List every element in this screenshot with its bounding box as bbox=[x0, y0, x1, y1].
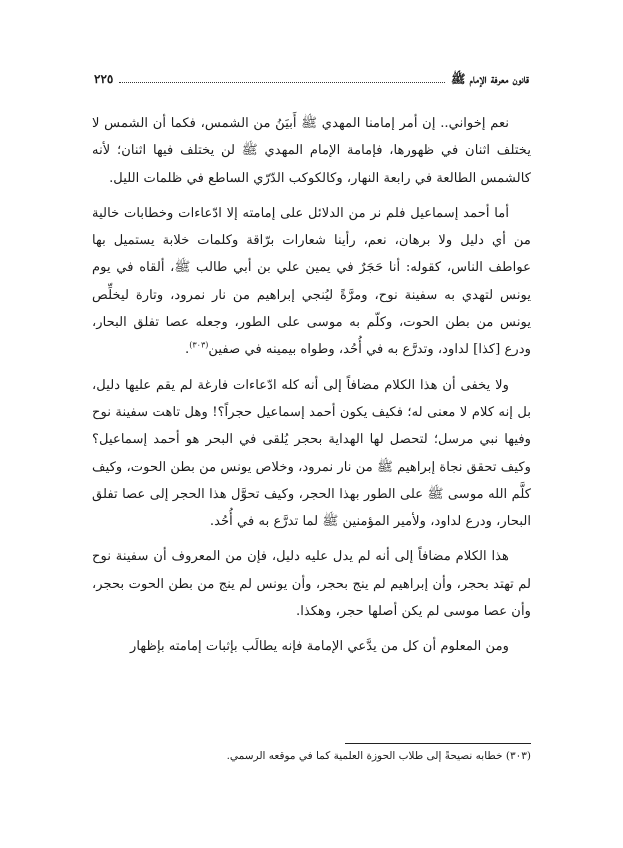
running-header bbox=[94, 72, 529, 92]
paragraph: هذا الكلام مضافاً إلى أنه لم يدل عليه دليل، فإن من المعروف أن سفينة نوح لم تهتد بحجر، وأن إبراهيم لم ينج بحجر، وأن يونس لم ينج من بطن الحوت بحجر، وأن عصا موسى لم يكن أصلها حجر، وهكذا. bbox=[92, 549, 531, 620]
header-title: قانون معرفة الإمام ﷺ bbox=[450, 72, 529, 86]
body-text bbox=[92, 110, 531, 669]
footnote-marker: (٣٠٣) bbox=[189, 340, 209, 350]
footnote-separator bbox=[345, 743, 531, 744]
paragraph: ومن المعلوم أن كل من يدَّعي الإمامة فإنه يطالَب بإثبات إمامته بإظهار bbox=[130, 639, 509, 655]
paragraph: ولا يخفى أن هذا الكلام مضافاً إلى أنه كله ادّعاءات فارغة لم يقم عليها دليل، بل إنه كلام لا معنى له؛ فكيف يكون أحمد إسماعيل حجراً؟! وهل تاهت سفينة نوح وفيها نبي مرسل؛ لتحصل لها الهداية بحجر يُلقى في البحر هو أحمد إسماعيل؟ وكيف تحقق نجاة إبراهيم ﷺ من نار نمرود، وخلاص يونس من بطن الحوت، وكيف كلَّم الله موسى ﷺ على الطور بهذا الحجر، وكيف تحوَّل هذا الحجر إلى عصا تفلق البحار، ودرع لداود، ولأمير المؤمنين ﷺ لما تدرَّع به في أُحُد. bbox=[92, 377, 531, 530]
dotted-leader bbox=[119, 72, 445, 83]
page-number: ٢٢٥ bbox=[94, 72, 114, 86]
paragraph: نعم إخواني.. إن أمر إمامنا المهدي ﷺ أَبيَنُ من الشمس، فكما أن الشمس لا يختلف اثنان في ظهورها، فإمامة الإمام المهدي ﷺ لن يختلف فيها اثنان؛ لأنه كالشمس الطالعة في رابعة النهار، وكالكوكب الدّرّي الساطع في ظلمات الليل. bbox=[92, 116, 531, 186]
footnote: (٣٠٣) خطابه نصيحةً إلى طلاب الحوزة العلمية كما في موقعه الرسمي. bbox=[226, 750, 531, 762]
paragraph: أما أحمد إسماعيل فلم نر من الدلائل على إمامته إلا ادّعاءات وخطابات خالية من أي دليل ولا برهان، نعم، رأينا شعارات برّاقة وكلمات خلابة يستميل بها عواطف الناس، كقوله: أنا حَجَرٌ في يمين علي بن أبي طالب ﷺ، ألقاه في يوم يونس لتهدي به سفينة نوح، ومرَّةً ليُنجي إبراهيم من نار نمرود، وتارة ليخلِّص يونس من بطن الحوت، وكلّم به موسى على الطور، وجعله عصا تفلق البحار، ودرع [كذا] لداود، وتدرَّع به في أُحُد، وطواه بيمينه في صفين$^{(٣٠٣)}$. bbox=[92, 205, 531, 358]
